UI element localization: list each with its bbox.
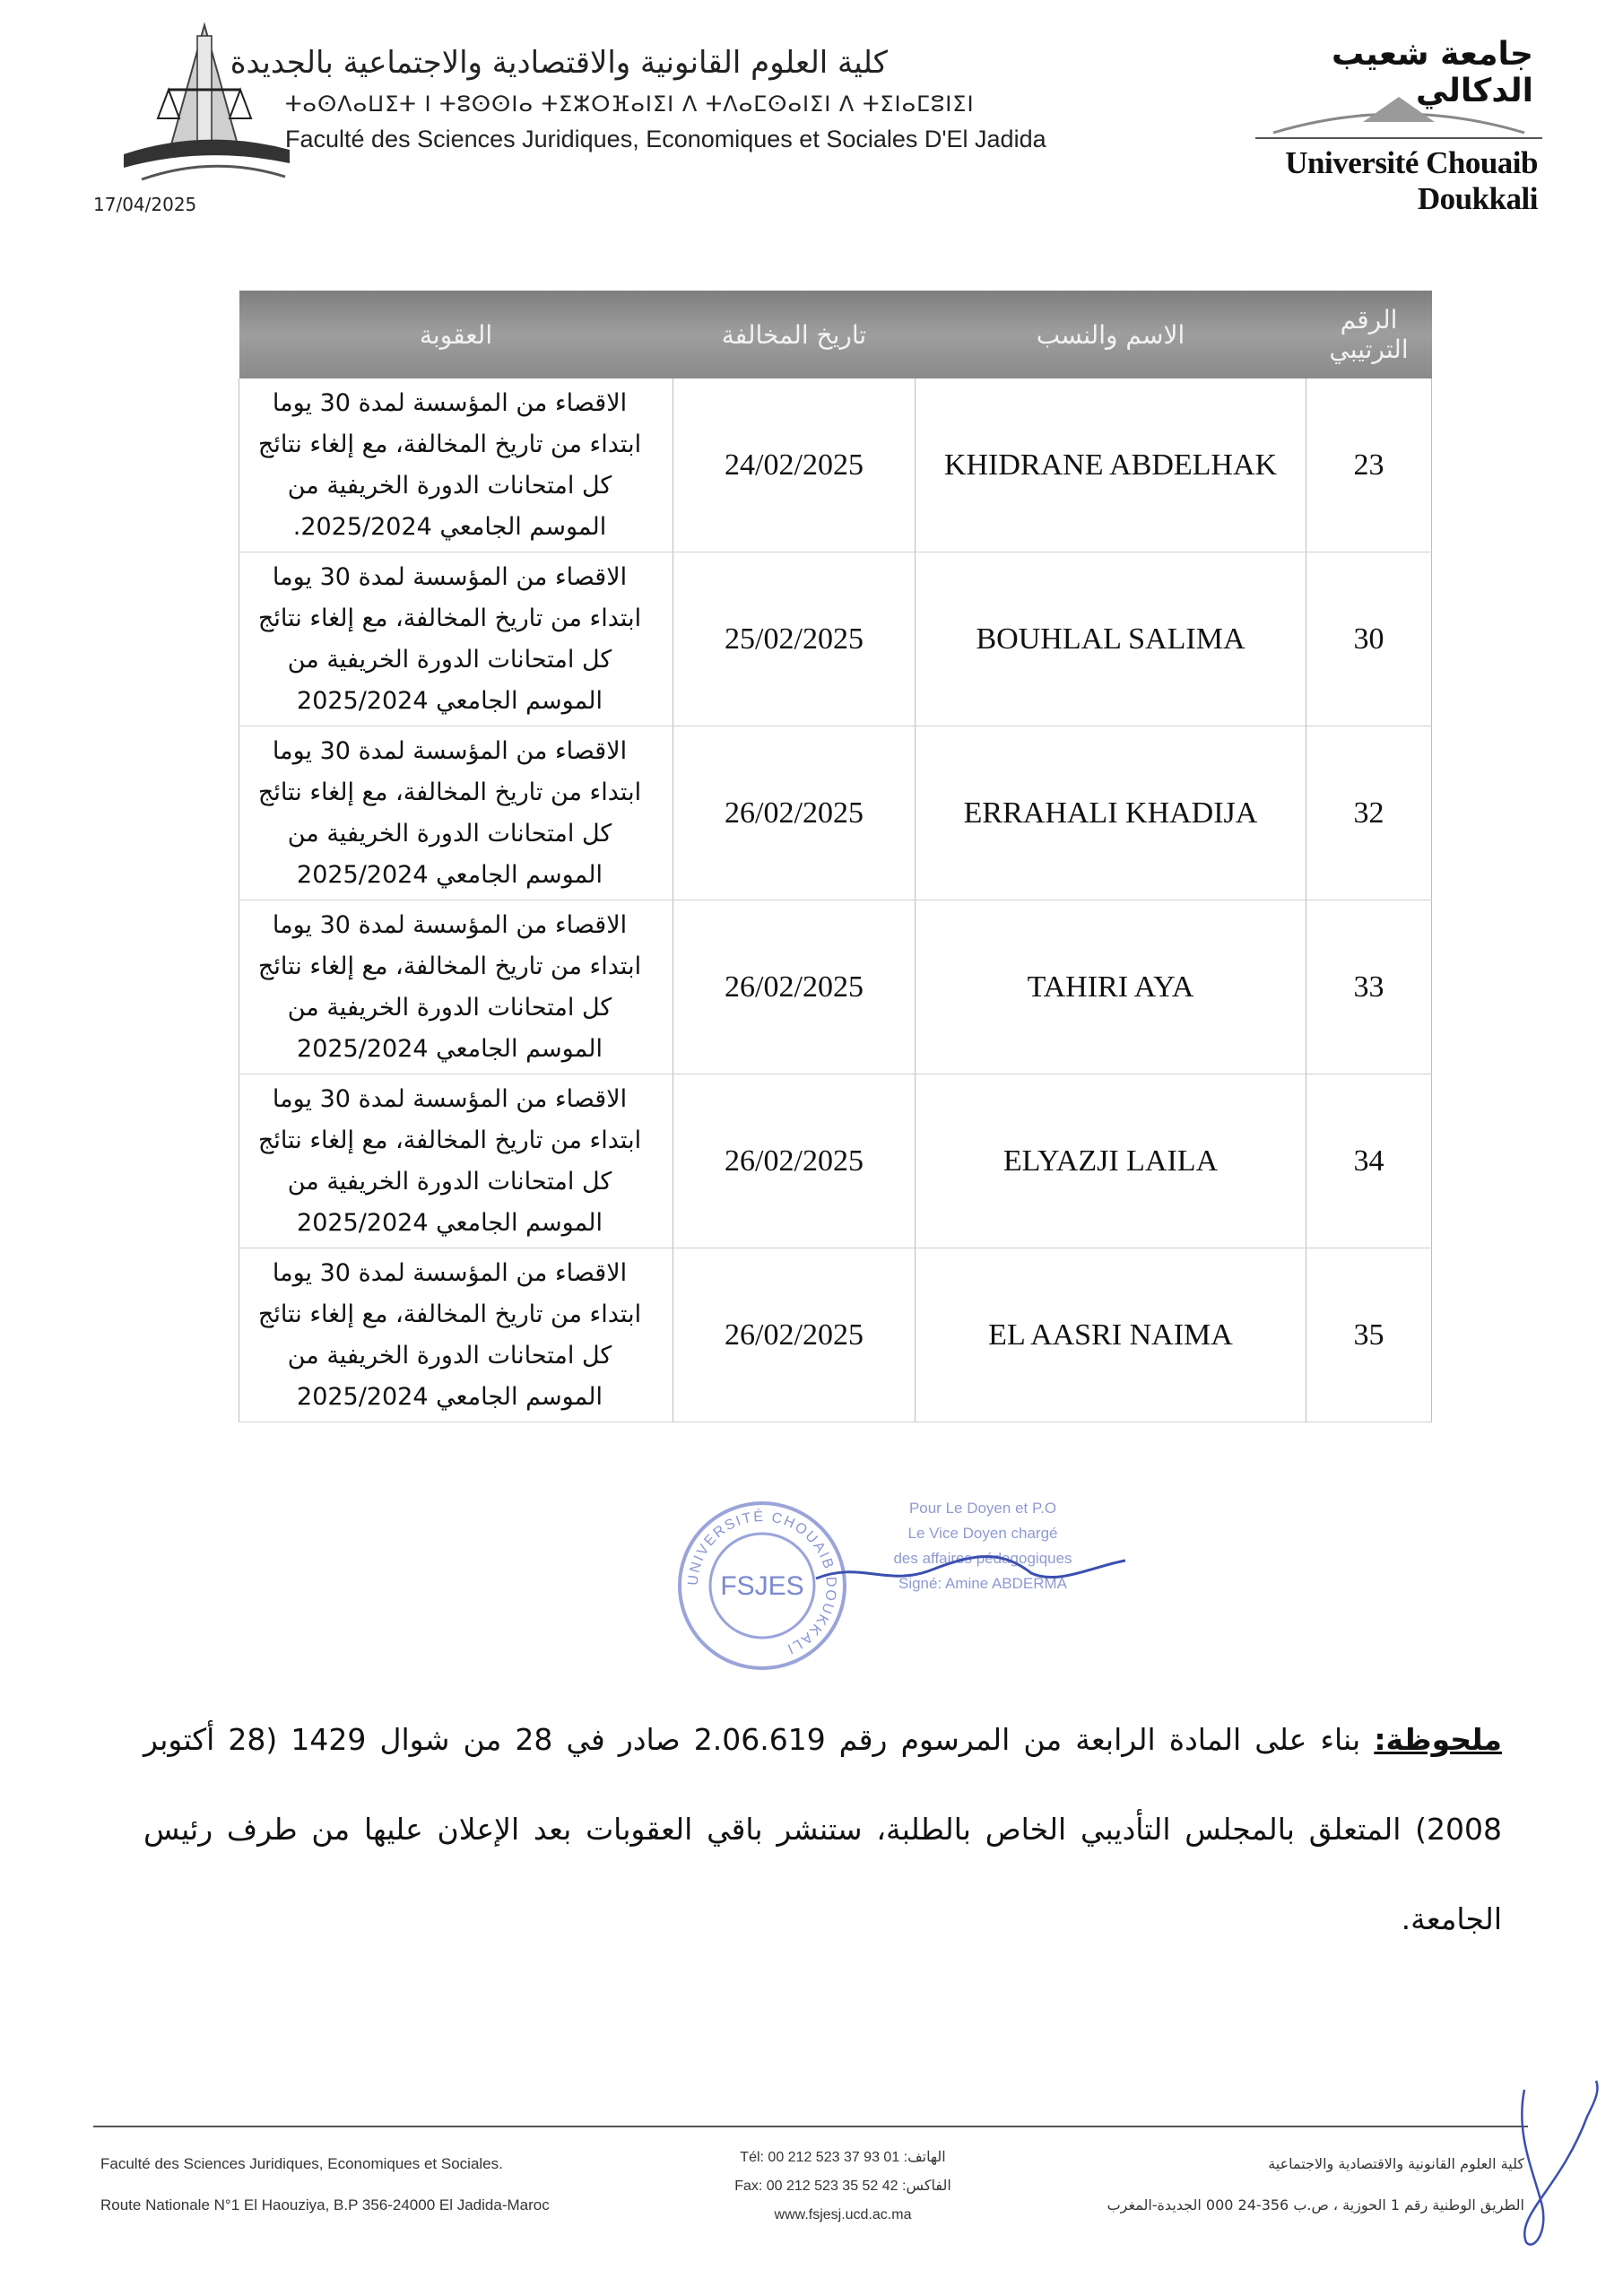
name-cell: EL AASRI NAIMA <box>916 1248 1306 1422</box>
footer-website[interactable]: www.fsjesj.ucd.ac.ma <box>774 2207 912 2222</box>
faculty-name-tifinagh: ⵜⴰⵙⴷⴰⵡⵉⵜ ⵏ ⵜⵓⵙⵙⵏⴰ ⵜⵉⵣⵔⴼⴰⵏⵉⵏ ⴷ ⵜⴷⴰⵎⵙⴰⵏⵉⵏ ⴷ ⵜⵉⵏⴰⵎⵓⵏⵉⵏ <box>285 91 975 117</box>
table-row <box>239 552 1432 726</box>
university-name-french: Université Chouaib Doukkali <box>1285 145 1538 216</box>
footer-line: Route Nationale N°1 El Haouziya, B.P 356-24000 El Jadida-Maroc <box>100 2196 550 2213</box>
university-logo <box>1255 86 1542 144</box>
signature-line: Signé: Amine ABDERMA <box>898 1575 1068 1592</box>
date-cell: 25/02/2025 <box>673 552 916 726</box>
header-penalty: العقوبة <box>239 291 673 378</box>
number-cell: 30 <box>1306 552 1432 726</box>
number-cell: 34 <box>1306 1074 1432 1248</box>
number-cell: 32 <box>1306 726 1432 900</box>
header-number: الرقم الترتيبي <box>1306 291 1432 378</box>
date-cell: 26/02/2025 <box>673 1074 916 1248</box>
number-cell: 23 <box>1306 378 1432 552</box>
footer-line: الطريق الوطنية رقم 1 الحوزية ، ص.ب 356-24 000 الجديدة-المغرب <box>1107 2196 1524 2213</box>
table-row <box>239 378 1432 552</box>
handwritten-signature <box>807 1543 1130 1596</box>
name-cell: BOUHLAL SALIMA <box>916 552 1306 726</box>
footer-address-arabic <box>1040 2144 1524 2226</box>
penalty-cell: الاقصاء من المؤسسة لمدة 30 يوما ابتداء من تاريخ المخالفة، مع إلغاء نتائج كل امتحانات الدورة الخريفية من الموسم الجامعي 2025/2024 <box>239 1074 673 1248</box>
date-cell: 26/02/2025 <box>673 900 916 1074</box>
name-cell: KHIDRANE ABDELHAK <box>916 378 1306 552</box>
penalty-cell: الاقصاء من المؤسسة لمدة 30 يوما ابتداء من تاريخ المخالفة، مع إلغاء نتائج كل امتحانات الدورة الخريفية من الموسم الجامعي 2025/2024 <box>239 726 673 900</box>
faculty-name-arabic: كلية العلوم القانونية والاقتصادية والاجتماعية بالجديدة <box>230 45 888 81</box>
note-label: ملحوظة: <box>1374 1722 1502 1757</box>
footer-tel: Tél: 00 212 523 37 93 01 :الهاتف <box>740 2150 946 2165</box>
header-name: الاسم والنسب <box>916 291 1306 378</box>
signature-line: Le Vice Doyen chargé <box>907 1525 1058 1542</box>
name-cell: ELYAZJI LAILA <box>916 1074 1306 1248</box>
footer-line: كلية العلوم القانونية والاقتصادية والاجتماعية <box>1268 2155 1524 2172</box>
date-cell: 26/02/2025 <box>673 726 916 900</box>
signature-line: Pour Le Doyen et P.O <box>908 1500 1057 1517</box>
initials-signature <box>1506 2063 1605 2260</box>
date-cell: 24/02/2025 <box>673 378 916 552</box>
penalty-cell: الاقصاء من المؤسسة لمدة 30 يوما ابتداء من تاريخ المخالفة، مع إلغاء نتائج كل امتحانات الدورة الخريفية من الموسم الجامعي 2025/2024. <box>239 378 673 552</box>
penalty-cell: الاقصاء من المؤسسة لمدة 30 يوما ابتداء من تاريخ المخالفة، مع إلغاء نتائج كل امتحانات الدورة الخريفية من الموسم الجامعي 2025/2024 <box>239 900 673 1074</box>
number-cell: 33 <box>1306 900 1432 1074</box>
footer-divider <box>93 2126 1528 2127</box>
number-cell: 35 <box>1306 1248 1432 1422</box>
footer-address-french <box>100 2144 638 2226</box>
footer-fax: Fax: 00 212 523 35 52 42 :الفاكس <box>734 2179 951 2194</box>
header-date: تاريخ المخالفة <box>673 291 916 378</box>
table-row <box>239 1248 1432 1422</box>
faculty-name-french: Faculté des Sciences Juridiques, Economiques et Sociales D'El Jadida <box>285 126 1046 152</box>
footer-line: Faculté des Sciences Juridiques, Economiques et Sociales. <box>100 2155 503 2172</box>
stamp-ring-text: UNIVERSITÉ CHOUAIB DOUKKALI <box>685 1509 839 1657</box>
signature-line: des affaires pédagogiques <box>893 1550 1072 1567</box>
table-row <box>239 1074 1432 1248</box>
date-cell: 26/02/2025 <box>673 1248 916 1422</box>
document-date: 17/04/2025 <box>93 194 197 215</box>
table-header-row <box>239 291 1432 378</box>
penalty-cell: الاقصاء من المؤسسة لمدة 30 يوما ابتداء من تاريخ المخالفة، مع إلغاء نتائج كل امتحانات الدورة الخريفية من الموسم الجامعي 2025/2024 <box>239 552 673 726</box>
name-cell: ERRAHALI KHADIJA <box>916 726 1306 900</box>
university-name-arabic: جامعة شعيب الدكالي <box>1332 36 1533 109</box>
footer-contact <box>681 2144 1004 2230</box>
name-cell: TAHIRI AYA <box>916 900 1306 1074</box>
penalty-cell: الاقصاء من المؤسسة لمدة 30 يوما ابتداء من تاريخ المخالفة، مع إلغاء نتائج كل امتحانات الدورة الخريفية من الموسم الجامعي 2025/2024 <box>239 1248 673 1422</box>
table-row <box>239 900 1432 1074</box>
sanctions-table <box>239 291 1432 1422</box>
note-text: بناء على المادة الرابعة من المرسوم رقم 2.06.619 صادر في 28 من شوال 1429 (28 أكتوبر 2008) المتعلق بالمجلس التأديبي الخاص بالطلبة، ستنشر باقي العقوبات بعد الإعلان عليها من طرف رئيس الجامعة. <box>143 1722 1502 1936</box>
note-paragraph <box>143 1695 1502 1964</box>
table-row <box>239 726 1432 900</box>
stamp-label: FSJES <box>720 1571 804 1601</box>
